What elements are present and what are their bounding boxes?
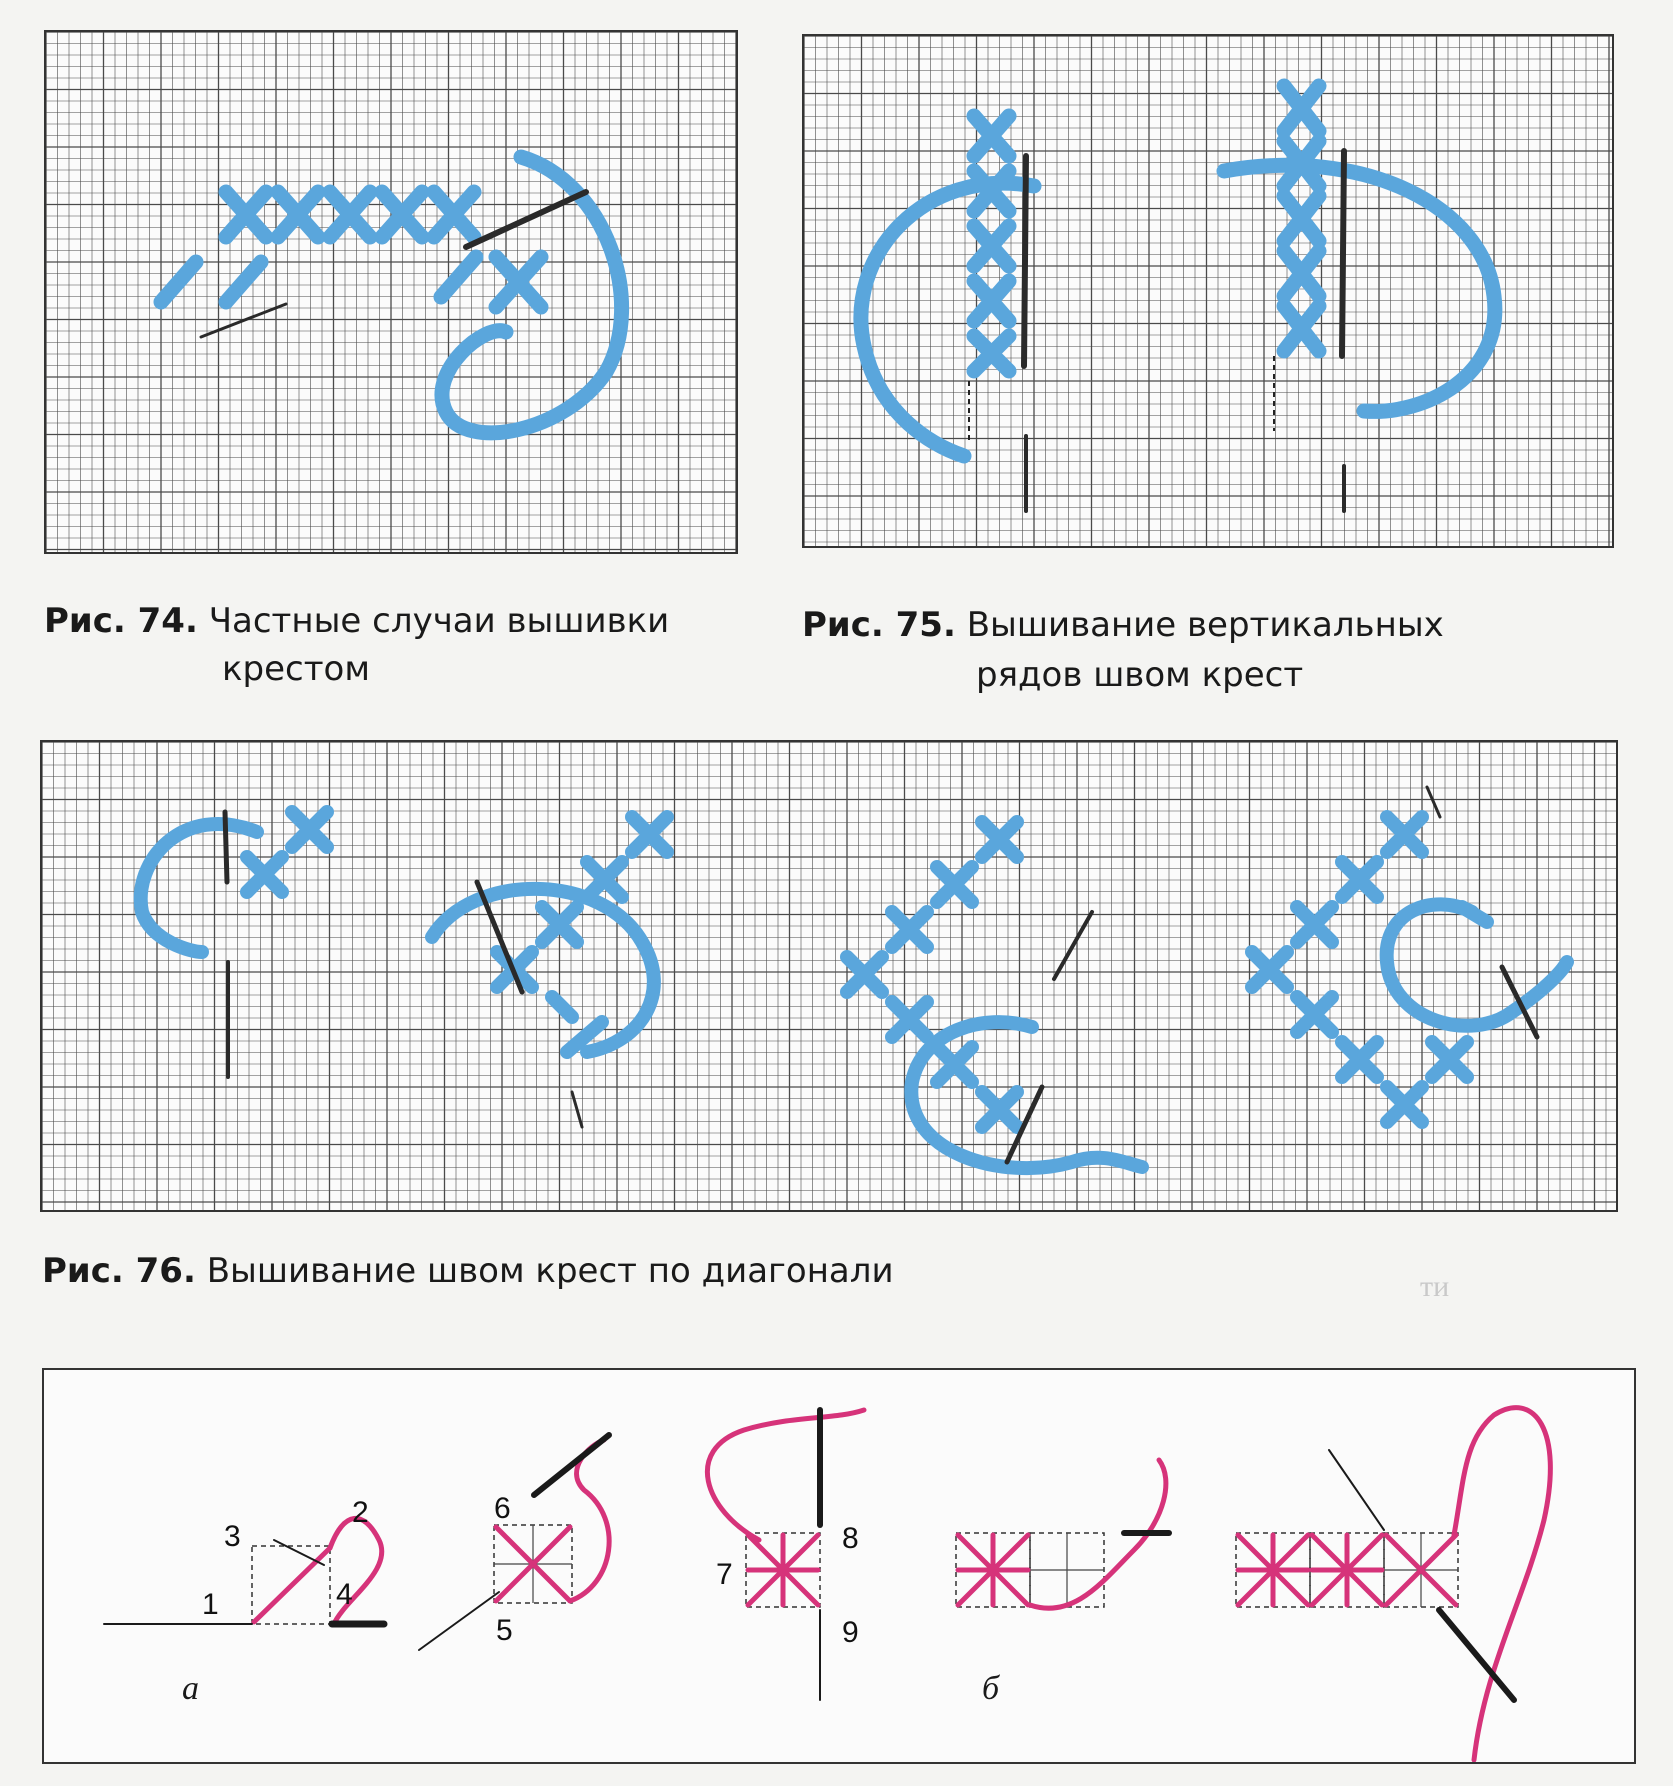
part-b-label: б xyxy=(982,1670,1000,1707)
cross-stitch xyxy=(1284,251,1319,296)
figure-76-number: Рис. 76. xyxy=(42,1251,196,1291)
cross-stitch xyxy=(632,817,667,852)
step-4-label: 4 xyxy=(336,1578,353,1611)
pink-stitch xyxy=(254,1548,330,1622)
cross-stitch xyxy=(1297,907,1332,942)
step-1-label: 1 xyxy=(202,1588,219,1621)
cross-stitch xyxy=(892,1002,927,1037)
figure-76-illustration xyxy=(40,740,1618,1212)
cross-stitch xyxy=(587,862,622,897)
cross-stitch xyxy=(1284,306,1319,351)
step-7-label: 7 xyxy=(716,1558,733,1591)
pink-thread xyxy=(707,1410,864,1540)
stitch-diagram-art xyxy=(44,1370,1634,1762)
needle xyxy=(225,812,227,882)
cross-stitch xyxy=(1432,1042,1467,1077)
cross-stitch xyxy=(226,192,266,237)
cross-stitch xyxy=(496,257,541,307)
figure-74-caption xyxy=(44,600,669,642)
half-stitch xyxy=(552,997,572,1017)
half-stitch xyxy=(226,262,261,302)
needle xyxy=(534,1435,609,1495)
cross-stitch xyxy=(1252,952,1287,987)
cross-stitch xyxy=(1387,1087,1422,1122)
cross-stitch xyxy=(1284,196,1319,241)
figure-74-illustration xyxy=(44,30,738,554)
fig76-stitches xyxy=(42,742,1616,1210)
cross-stitch xyxy=(542,907,577,942)
figure-75-number: Рис. 75. xyxy=(802,605,956,645)
needle xyxy=(1439,1610,1514,1700)
step-3-label: 3 xyxy=(224,1520,241,1553)
thread-loop xyxy=(1224,165,1495,411)
figure-76-title: Вышивание швом крест по диагонали xyxy=(206,1251,894,1291)
step-2-label: 2 xyxy=(352,1496,369,1529)
cross-stitch xyxy=(1387,817,1422,852)
cross-stitch xyxy=(330,192,370,237)
step-9-label: 9 xyxy=(842,1616,859,1649)
needle-line xyxy=(419,1592,499,1650)
part-a-label: а xyxy=(182,1670,199,1707)
cross-stitch xyxy=(434,192,474,237)
cross-stitch xyxy=(982,822,1017,857)
bleed-text: ти xyxy=(1420,1270,1450,1303)
figure-75-caption xyxy=(802,604,1444,646)
pink-double-cross xyxy=(1312,1535,1382,1605)
cross-stitch xyxy=(278,192,318,237)
cross-stitch xyxy=(1284,86,1319,131)
cross-stitch xyxy=(892,912,927,947)
half-stitch xyxy=(1462,907,1487,922)
cross-stitch xyxy=(847,957,882,992)
step-6-label: 6 xyxy=(494,1492,511,1525)
half-stitch xyxy=(161,262,196,302)
figure-76-caption xyxy=(42,1250,894,1292)
pink-double-cross xyxy=(1238,1535,1308,1605)
cross-stitch xyxy=(974,226,1009,266)
step-8-label: 8 xyxy=(842,1522,859,1555)
needle xyxy=(1024,156,1026,366)
cross-stitch xyxy=(1342,862,1377,897)
needle-path xyxy=(1054,912,1092,979)
cross-stitch xyxy=(974,116,1009,156)
cross-stitch xyxy=(974,336,1009,371)
figure-74-title: Частные случаи вышивки xyxy=(208,601,670,641)
cross-stitch xyxy=(937,1047,972,1082)
figure-75-title-line2: рядов швом крест xyxy=(976,655,1304,695)
needle-path xyxy=(572,1092,582,1127)
fig74-stitches xyxy=(46,32,736,552)
figure-74-title-line2: крестом xyxy=(222,649,370,689)
needle xyxy=(1342,151,1344,356)
half-stitch xyxy=(441,257,476,297)
needle-path xyxy=(1427,787,1440,817)
cross-stitch xyxy=(974,281,1009,321)
stitch-order-diagram xyxy=(42,1368,1636,1764)
cross-stitch xyxy=(937,867,972,902)
cross-stitch xyxy=(292,812,327,847)
figure-75-title: Вышивание вертикальных xyxy=(966,605,1444,645)
needle-path xyxy=(201,304,286,337)
needle-line xyxy=(1329,1450,1384,1530)
pink-double-cross xyxy=(748,1535,818,1605)
step-5-label: 5 xyxy=(496,1614,513,1647)
figure-74-number: Рис. 74. xyxy=(44,601,198,641)
cross-stitch xyxy=(1297,997,1332,1032)
cross-stitch xyxy=(1342,1042,1377,1077)
cross-stitch xyxy=(382,192,422,237)
cross-stitch xyxy=(982,1092,1017,1127)
figure-75-illustration xyxy=(802,34,1614,548)
needle-line xyxy=(274,1540,324,1565)
pink-double-cross xyxy=(958,1535,1028,1605)
pink-thread xyxy=(1454,1408,1550,1760)
needle xyxy=(466,192,586,247)
thread-loop xyxy=(141,824,257,952)
cross-stitch xyxy=(247,857,282,892)
fig75-stitches xyxy=(804,36,1612,546)
thread-loop xyxy=(911,1022,1142,1168)
